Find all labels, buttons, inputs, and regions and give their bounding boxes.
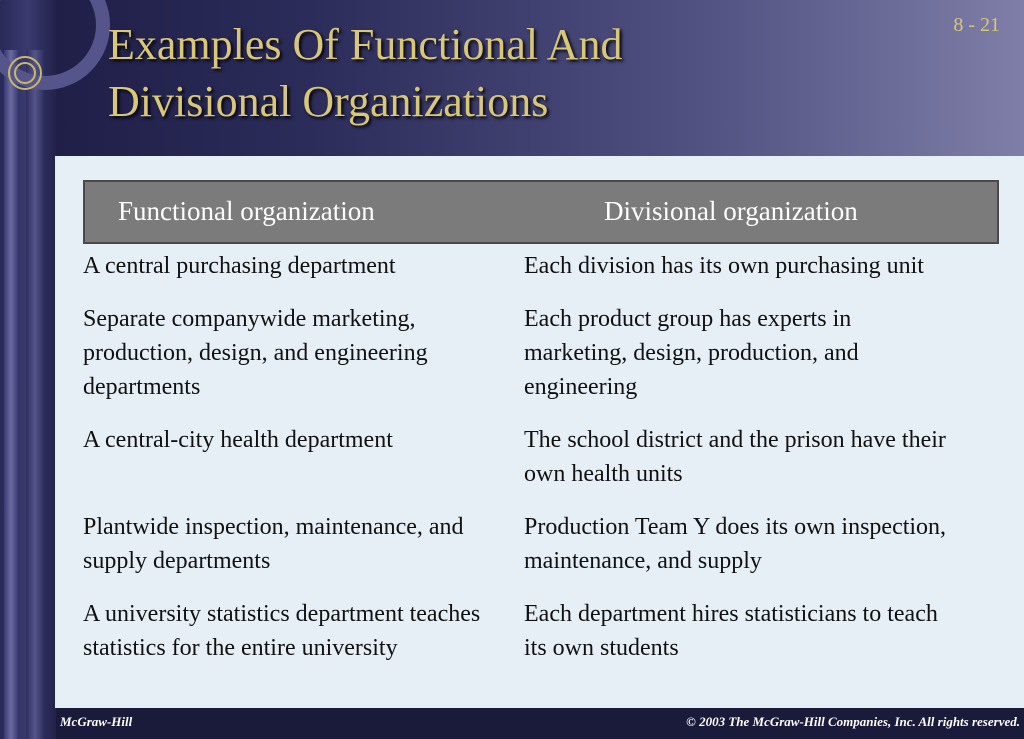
- slide-number: 8 - 21: [953, 14, 1000, 36]
- concentric-rings-icon: [8, 56, 42, 90]
- comparison-table: [55, 156, 1024, 708]
- table-cell-divisional: Production Team Y does its own inspection, maintenance, and supply: [524, 514, 947, 574]
- table-header-row: [83, 180, 999, 244]
- table-cell-divisional: Each department hires statisticians to teach its own students: [524, 601, 938, 661]
- slide-footer: [0, 708, 1024, 739]
- column-header-divisional: Divisional organization: [604, 196, 858, 226]
- table-cell-functional: A central purchasing department: [83, 253, 396, 279]
- table-cell-divisional: The school district and the prison have their own health units: [524, 427, 946, 487]
- title-line: Examples Of Functional And: [108, 20, 623, 69]
- column-header-functional: Functional organization: [118, 196, 375, 226]
- copyright-notice: © 2003 The McGraw-Hill Companies, Inc. All rights reserved.: [686, 714, 1020, 729]
- table-cell-divisional: Each division has its own purchasing unit: [524, 253, 924, 279]
- table-cell-functional: Plantwide inspection, maintenance, and supply departments: [83, 514, 464, 574]
- table-cell-functional: A university statistics department teaches statistics for the entire university: [83, 601, 481, 661]
- decor-bar: [26, 50, 44, 739]
- left-decor-band: [0, 0, 56, 739]
- table-cell-functional: Separate companywide marketing, production, design, and engineering departments: [83, 306, 428, 400]
- title-line: Divisional Organizations: [108, 77, 549, 126]
- decor-bar: [4, 50, 18, 739]
- slide-title: [108, 16, 868, 130]
- table-cell-divisional: Each product group has experts in marketing, design, production, and engineering: [524, 306, 859, 400]
- table-cell-functional: A central-city health department: [83, 427, 393, 453]
- publisher-label: McGraw-Hill: [60, 714, 133, 729]
